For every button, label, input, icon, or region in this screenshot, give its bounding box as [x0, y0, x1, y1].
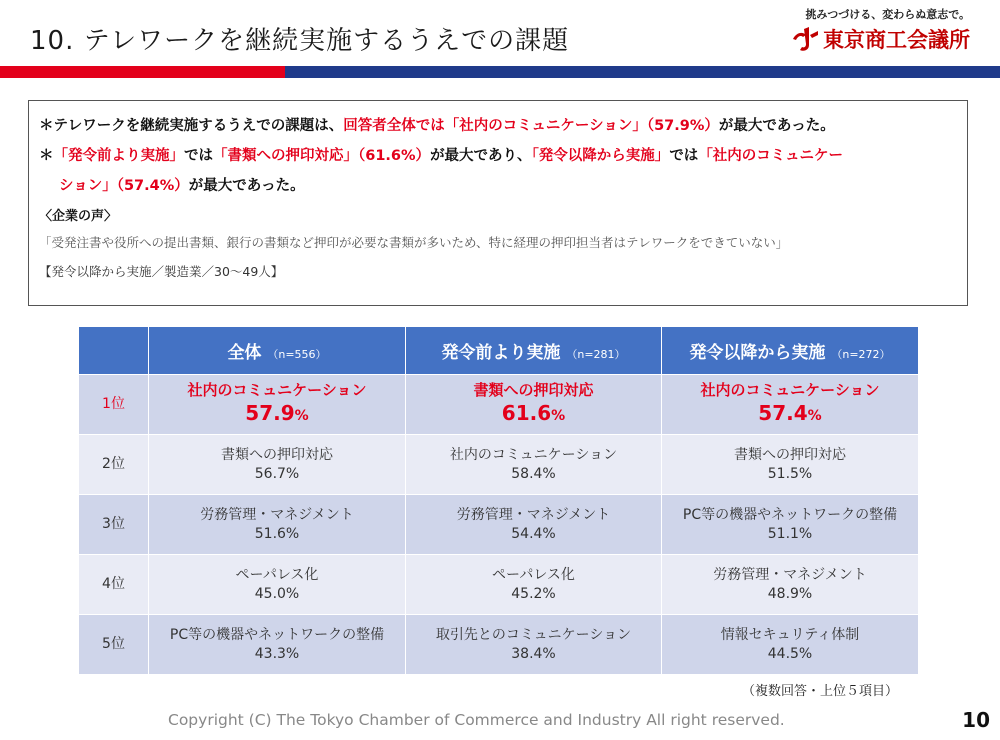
copyright: Copyright (C) The Tokyo Chamber of Commerce and Industry All right reserved.	[168, 711, 785, 729]
cell-label: 社内のコミュニケーション	[449, 446, 618, 463]
bullet-2-mark: ＊	[39, 148, 54, 164]
cell-value: 45.2%	[511, 585, 556, 602]
company-quote: 「受発注書や役所への提出書類、銀行の書類など押印が必要な書類が多いため、特に経理の押印担当者はテレワークをできていない」	[39, 235, 789, 250]
cell-value	[406, 400, 661, 429]
header-col-total	[149, 327, 406, 375]
table-row	[79, 555, 919, 615]
header-col-label: 発令以降から実施	[689, 343, 826, 363]
header-col-n: （n=272）	[831, 348, 891, 361]
table-cell	[406, 435, 662, 495]
cell-label: 労務管理・マネジメント	[456, 506, 611, 523]
table-cell	[662, 555, 919, 615]
table-cell	[406, 495, 662, 555]
cell-label: 情報セキュリティ体制	[720, 626, 860, 643]
table-cell	[149, 375, 406, 435]
cell-value	[149, 400, 405, 429]
table-cell	[662, 375, 919, 435]
cell-value: 43.3%	[254, 645, 300, 662]
cell-label: ペーパレス化	[235, 566, 319, 583]
cell-value: 54.4%	[511, 525, 556, 542]
cell-label: 書類への押印対応	[221, 446, 333, 463]
value-unit: %	[551, 407, 566, 424]
cell-label: 取引先とのコミュニケーション	[435, 626, 632, 643]
rank-cell: 3位	[79, 495, 149, 555]
table-cell	[149, 435, 406, 495]
value-unit: %	[807, 407, 822, 424]
cell-label: 社内のコミュニケーション	[700, 380, 880, 399]
page-title: 10. テレワークを継続実施するうえでの課題	[30, 26, 570, 56]
rank-cell: 5位	[79, 615, 149, 675]
table-cell	[406, 375, 662, 435]
cell-value: 51.5%	[767, 465, 813, 482]
bullet-2-text-2: が最大であり、	[430, 148, 532, 164]
header-col-n: （n=281）	[566, 348, 626, 361]
value-number: 61.6	[501, 400, 552, 425]
table-note: （複数回答・上位５項目）	[741, 684, 898, 699]
table-cell	[149, 495, 406, 555]
header-col-before	[406, 327, 662, 375]
summary-bullet-1	[39, 111, 957, 141]
bullet-2-continuation	[39, 171, 957, 201]
cell-value	[662, 400, 918, 429]
quote-source: 【発令以降から実施／製造業／30〜49人】	[39, 264, 284, 279]
table-cell	[662, 615, 919, 675]
cell-label: ペーパレス化	[492, 566, 575, 583]
cell-label: PC等の機器やネットワークの整備	[682, 506, 898, 523]
cell-label: 労務管理・マネジメント	[713, 566, 867, 583]
header-band-red	[0, 66, 285, 78]
bullet-2-text-1: では	[184, 148, 213, 164]
bullet-2-highlight-2: 「書類への押印対応」（61.6%）	[213, 148, 431, 164]
cell-value: 38.4%	[511, 645, 556, 662]
logo-mark-icon	[790, 25, 820, 53]
header-rank-cell	[79, 327, 149, 375]
logo-tagline: 挑みつづける、変わらぬ意志で。	[805, 8, 970, 21]
cell-value: 44.5%	[767, 645, 813, 662]
voice-title: 〈企業の声〉	[39, 209, 118, 224]
cell-label: PC等の機器やネットワークの整備	[169, 626, 385, 643]
ranking-table	[78, 326, 919, 675]
cell-value: 51.1%	[767, 525, 813, 542]
table-cell	[662, 435, 919, 495]
logo-main	[790, 24, 970, 54]
table-cell	[149, 555, 406, 615]
table-header-row	[79, 327, 919, 375]
table-row	[79, 615, 919, 675]
rank-cell: 4位	[79, 555, 149, 615]
table-row	[79, 375, 919, 435]
rank-cell: 1位	[79, 375, 149, 435]
summary-bullet-2	[39, 141, 957, 201]
summary-box	[28, 100, 968, 306]
bullet-2-text-4: が最大であった。	[188, 178, 305, 194]
header-col-label: 発令前より実施	[441, 343, 561, 363]
cell-label: 書類への押印対応	[734, 446, 846, 463]
cell-value: 51.6%	[254, 525, 300, 542]
cell-label: 社内のコミュニケーション	[187, 380, 367, 399]
logo	[770, 6, 970, 56]
cell-value: 56.7%	[254, 465, 300, 482]
value-unit: %	[294, 407, 309, 424]
rank-cell: 2位	[79, 435, 149, 495]
header-col-label: 全体	[227, 343, 262, 363]
table-cell	[406, 615, 662, 675]
logo-name: 東京商工会議所	[823, 28, 970, 52]
table-row	[79, 495, 919, 555]
value-number: 57.4	[758, 400, 808, 425]
bullet-1-prefix: ＊テレワークを継続実施するうえでの課題は、	[39, 118, 344, 134]
header-band-blue	[285, 66, 1000, 78]
header-col-after	[662, 327, 919, 375]
table-row	[79, 435, 919, 495]
header-col-n: （n=556）	[267, 348, 327, 361]
bullet-2-text-3: では	[669, 148, 699, 164]
value-number: 57.9	[245, 400, 295, 425]
bullet-2-highlight-4: 「社内のコミュニケー	[698, 148, 844, 164]
bullet-1-suffix: が最大であった。	[718, 118, 835, 134]
bullet-2-highlight-5: ション」（57.4%）	[59, 178, 189, 194]
table-cell	[662, 495, 919, 555]
cell-label: 書類への押印対応	[473, 380, 594, 399]
table-cell	[149, 615, 406, 675]
cell-label: 労務管理・マネジメント	[200, 506, 354, 523]
page-number: 10	[962, 708, 990, 732]
bullet-2-highlight-3: 「発令以降から実施」	[531, 148, 670, 164]
cell-value: 58.4%	[511, 465, 556, 482]
cell-value: 48.9%	[767, 585, 813, 602]
cell-value: 45.0%	[254, 585, 300, 602]
bullet-1-highlight: 回答者全体では「社内のコミュニケーション」（57.9%）	[343, 118, 719, 134]
bullet-2-highlight-1: 「発令前より実施」	[53, 148, 184, 164]
table-cell	[406, 555, 662, 615]
